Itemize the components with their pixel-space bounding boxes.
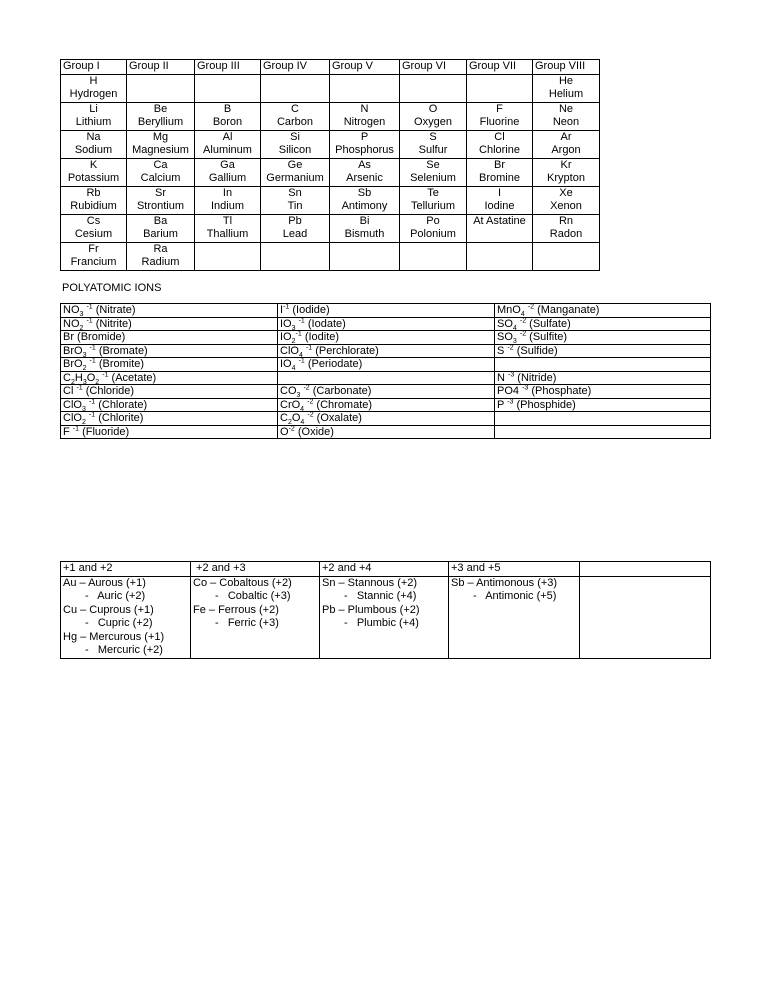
element-cell: [261, 242, 330, 270]
element-symbol: H: [89, 74, 98, 87]
element-symbol: Ga: [220, 158, 235, 171]
element-cell: [400, 186, 467, 214]
element-cell: [127, 158, 195, 186]
element-cell: [261, 74, 330, 102]
element-symbol: Pb: [288, 214, 302, 227]
oxidation-cell: [61, 576, 191, 658]
element-name: Krypton: [547, 172, 585, 184]
element-cell: [467, 102, 533, 130]
element-cell: [330, 130, 400, 158]
element-name: Iodine: [484, 200, 515, 212]
element-name: Fluorine: [479, 116, 520, 128]
element-cell: [400, 74, 467, 102]
polyatomic-ion-cell: ClO$_4$ $^{-1}$ (Perchlorate): [278, 344, 495, 358]
element-cell: [533, 130, 600, 158]
element-cell: [195, 242, 261, 270]
element-symbol: Sb: [357, 186, 372, 199]
element-cell: [467, 130, 533, 158]
element-symbol: Ra: [153, 242, 168, 255]
oxidation-header: +2 and +3: [191, 562, 320, 577]
element-name: Tin: [287, 200, 303, 212]
element-name: Sulfur: [418, 144, 448, 156]
polyatomic-ions-title: POLYATOMIC IONS: [62, 282, 162, 294]
element-row: [61, 74, 600, 102]
element-symbol: Ba: [153, 214, 168, 227]
polyatomic-row: [61, 317, 711, 331]
element-symbol: C: [291, 102, 299, 115]
element-symbol: Mg: [152, 130, 169, 143]
polyatomic-ion-cell: $C_2H_3O_2$ $^{-1}$ (Acetate): [61, 371, 278, 385]
element-cell: [127, 214, 195, 242]
element-symbol: Ar: [560, 130, 572, 143]
polyatomic-ion-cell: MnO$_4$ $^{-2}$ (Manganate): [495, 304, 711, 318]
element-name: Lithium: [75, 116, 112, 128]
element-symbol: Cl: [494, 130, 505, 143]
element-name: Polonium: [410, 228, 456, 240]
periodic-groups-table: [60, 59, 600, 271]
element-cell: [533, 74, 600, 102]
element-symbol: F: [496, 102, 503, 115]
oxidation-header: +1 and +2: [61, 562, 191, 577]
group-header: Group II: [127, 60, 195, 75]
element-name: Chlorine: [479, 144, 520, 156]
element-cell: [195, 158, 261, 186]
element-name: Rubidium: [70, 200, 117, 212]
group-header: Group VIII: [533, 60, 600, 75]
element-cell: [127, 242, 195, 270]
element-symbol: Bi: [359, 214, 370, 227]
element-symbol: Li: [89, 102, 98, 115]
element-symbol: Fr: [88, 242, 99, 255]
element-cell: [330, 158, 400, 186]
element-cell: [400, 214, 467, 242]
element-symbol: S: [429, 130, 437, 143]
groups-header-row: [61, 60, 600, 75]
element-name: Aluminum: [203, 144, 252, 156]
element-name: Calcium: [140, 172, 181, 184]
element-cell: [61, 158, 127, 186]
ous-name-line: Cu – Cuprous (+1): [63, 603, 154, 616]
polyatomic-row: [61, 358, 711, 372]
polyatomic-row: [61, 304, 711, 318]
element-cell: [195, 214, 261, 242]
element-symbol: Tl: [222, 214, 233, 227]
polyatomic-ion-cell: $IO_4$ $^{-1}$ (Periodate): [278, 358, 495, 372]
element-symbol: Si: [290, 130, 300, 143]
element-symbol: N: [360, 102, 369, 115]
element-symbol: Ne: [558, 102, 574, 115]
element-row: [61, 102, 600, 130]
element-cell: [261, 130, 330, 158]
oxidation-body-row: [61, 576, 711, 658]
element-symbol: P: [360, 130, 369, 143]
element-cell: [330, 186, 400, 214]
oxidation-header: +2 and +4: [320, 562, 449, 577]
element-cell: [261, 214, 330, 242]
polyatomic-ion-cell: ClO$_2$ $^{-1}$ (Chlorite): [61, 412, 278, 426]
element-symbol: Na: [86, 130, 101, 143]
element-cell: [400, 130, 467, 158]
ic-name-line: - Cupric (+2): [85, 617, 153, 629]
ic-name-line: - Cobaltic (+3): [215, 590, 291, 602]
element-cell: [61, 130, 127, 158]
element-cell: [330, 242, 400, 270]
element-symbol: Rb: [86, 186, 101, 199]
ous-name-line: Pb – Plumbous (+2): [322, 603, 420, 616]
element-symbol: Ge: [287, 158, 303, 171]
ous-name-line: Sn – Stannous (+2): [322, 576, 418, 589]
element-symbol: As: [358, 158, 371, 171]
element-cell: [330, 102, 400, 130]
polyatomic-ions-table: [60, 303, 711, 439]
element-name: Radium: [141, 256, 180, 268]
element-cell: [195, 74, 261, 102]
polyatomic-ion-cell: $NO_3$ $^{-1}$ (Nitrate): [61, 304, 278, 318]
element-name: Arsenic: [346, 172, 383, 184]
element-name: Bromine: [479, 172, 520, 184]
ous-name-line: Sb – Antimonous (+3): [451, 576, 558, 589]
oxidation-header: [580, 562, 711, 577]
polyatomic-ion-cell: $SO_4$ $^{-2}$ (Sulfate): [495, 317, 711, 331]
element-symbol: O: [428, 102, 438, 115]
element-cell: [533, 102, 600, 130]
polyatomic-ion-cell: Br (Bromide): [61, 331, 278, 345]
oxidation-header: +3 and +5: [449, 562, 580, 577]
element-symbol: Br: [494, 158, 505, 171]
element-row: [61, 130, 600, 158]
element-cell: [467, 214, 533, 242]
polyatomic-row: [61, 398, 711, 412]
polyatomic-ion-cell: S $^{-2}$ (Sulfide): [495, 344, 711, 358]
polyatomic-ion-cell: BrO$_2$ $^{-1}$ (Bromite): [61, 358, 278, 372]
group-header: Group III: [195, 60, 261, 75]
element-name: Helium: [548, 88, 584, 100]
ous-name-line: Fe – Ferrous (+2): [193, 603, 279, 616]
element-symbol: At Astatine: [473, 214, 526, 227]
element-cell: [261, 158, 330, 186]
polyatomic-ion-cell: $CO_3$ $^{-2}$ (Carbonate): [278, 385, 495, 399]
element-name: Neon: [552, 116, 580, 128]
element-cell: [533, 214, 600, 242]
element-cell: [467, 242, 533, 270]
element-cell: [400, 242, 467, 270]
element-name: Bismuth: [344, 228, 385, 240]
element-cell: [61, 242, 127, 270]
polyatomic-ion-cell: BrO$_3$ $^{-1}$ (Bromate): [61, 344, 278, 358]
oxidation-cell: [320, 576, 449, 658]
element-name: Potassium: [67, 172, 120, 184]
polyatomic-ion-cell: $NO_2$ $^{-1}$ (Nitrite): [61, 317, 278, 331]
element-symbol: B: [223, 102, 232, 115]
element-symbol: Rn: [558, 214, 574, 227]
element-symbol: Kr: [560, 158, 572, 171]
element-cell: [127, 102, 195, 130]
element-symbol: Po: [426, 214, 440, 227]
polyatomic-ion-cell: CrO$_4$ $^{-2}$ (Chromate): [278, 398, 495, 412]
ic-name-line: - Stannic (+4): [344, 590, 417, 602]
element-row: [61, 186, 600, 214]
polyatomic-ion-cell: N $^{-3}$ (Nitride): [495, 371, 711, 385]
element-name: Gallium: [208, 172, 247, 184]
element-name: Oxygen: [414, 116, 452, 128]
element-name: Phosphorus: [335, 144, 394, 156]
ous-name-line: Co – Cobaltous (+2): [193, 576, 292, 589]
ic-name-line: - Auric (+2): [85, 590, 146, 602]
element-cell: [61, 102, 127, 130]
polyatomic-ion-cell: P $^{-3}$ (Phosphide): [495, 398, 711, 412]
element-symbol: Te: [427, 186, 439, 199]
polyatomic-row: [61, 385, 711, 399]
polyatomic-ion-cell: F $^{-1}$ (Fluoride): [61, 425, 278, 439]
element-name: Selenium: [410, 172, 456, 184]
oxidation-cell: [191, 576, 320, 658]
element-name: Antimony: [341, 200, 388, 212]
element-name: Radon: [549, 228, 583, 240]
oxidation-header-row: [61, 562, 711, 577]
element-cell: [467, 74, 533, 102]
element-symbol: K: [89, 158, 98, 171]
oxidation-cell: [580, 576, 711, 658]
group-header: Group VI: [400, 60, 467, 75]
oxidation-cell: [449, 576, 580, 658]
group-header: Group V: [330, 60, 400, 75]
element-cell: [467, 186, 533, 214]
element-name: Carbon: [276, 116, 314, 128]
element-cell: [61, 214, 127, 242]
element-cell: [400, 158, 467, 186]
element-symbol: Al: [222, 130, 233, 143]
element-cell: [61, 186, 127, 214]
element-name: Thallium: [206, 228, 249, 240]
polyatomic-ion-cell: $C_2O_4$ $^{-2}$ (Oxalate): [278, 412, 495, 426]
element-cell: [533, 158, 600, 186]
polyatomic-ion-cell: ClO$_3$ $^{-1}$ (Chlorate): [61, 398, 278, 412]
element-name: Silicon: [278, 144, 312, 156]
element-cell: [195, 102, 261, 130]
element-cell: [533, 242, 600, 270]
element-cell: [467, 158, 533, 186]
polyatomic-ion-cell: $IO_2^{-1}$ (Iodite): [278, 331, 495, 345]
polyatomic-row: [61, 331, 711, 345]
element-row: [61, 214, 600, 242]
polyatomic-ion-cell: $O^{-2}$ (Oxide): [278, 425, 495, 439]
element-cell: [400, 102, 467, 130]
element-cell: [330, 74, 400, 102]
element-symbol: Xe: [559, 186, 573, 199]
element-name: Strontium: [136, 200, 185, 212]
group-header: Group I: [61, 60, 127, 75]
element-name: Tellurium: [410, 200, 455, 212]
group-header: Group VII: [467, 60, 533, 75]
element-symbol: Se: [426, 158, 440, 171]
ous-name-line: Hg – Mercurous (+1): [63, 630, 165, 643]
ic-name-line: - Ferric (+3): [215, 617, 279, 629]
element-name: Cesium: [74, 228, 113, 240]
element-cell: [127, 186, 195, 214]
polyatomic-ion-cell: PO4 $^{-3}$ (Phosphate): [495, 385, 711, 399]
element-symbol: Sr: [155, 186, 166, 199]
ic-name-line: - Plumbic (+4): [344, 617, 419, 629]
element-symbol: I: [497, 186, 502, 199]
polyatomic-ion-cell: [495, 358, 711, 372]
polyatomic-row: [61, 425, 711, 439]
element-symbol: Sn: [288, 186, 302, 199]
element-row: [61, 158, 600, 186]
element-symbol: Be: [153, 102, 168, 115]
element-symbol: Cs: [86, 214, 101, 227]
element-symbol: Ca: [153, 158, 168, 171]
element-name: Francium: [70, 256, 117, 268]
group-header: Group IV: [261, 60, 330, 75]
element-name: Sodium: [74, 144, 113, 156]
polyatomic-ion-cell: Cl $^{-1}$ (Chloride): [61, 385, 278, 399]
element-name: Xenon: [550, 200, 582, 212]
element-name: Germanium: [266, 172, 324, 184]
ic-name-line: - Antimonic (+5): [473, 590, 557, 602]
element-cell: [261, 186, 330, 214]
polyatomic-ion-cell: [495, 412, 711, 426]
element-cell: [533, 186, 600, 214]
element-cell: [261, 102, 330, 130]
element-name: Beryllium: [137, 116, 184, 128]
polyatomic-row: [61, 371, 711, 385]
polyatomic-ion-cell: [278, 371, 495, 385]
element-name: Hydrogen: [69, 88, 118, 100]
element-cell: [330, 214, 400, 242]
element-cell: [195, 130, 261, 158]
polyatomic-row: [61, 344, 711, 358]
element-name: Argon: [551, 144, 581, 156]
element-name: Boron: [212, 116, 243, 128]
element-cell: [127, 130, 195, 158]
element-name: Barium: [143, 228, 178, 240]
element-name: Lead: [282, 228, 308, 240]
ic-name-line: - Mercuric (+2): [85, 644, 163, 656]
polyatomic-ion-cell: $IO_3$ $^{-1}$ (Iodate): [278, 317, 495, 331]
element-name: Indium: [210, 200, 245, 212]
element-symbol: In: [222, 186, 233, 199]
element-name: Magnesium: [132, 144, 189, 156]
element-cell: [61, 74, 127, 102]
ous-name-line: Au – Aurous (+1): [63, 576, 146, 589]
element-symbol: He: [558, 74, 574, 87]
element-row: [61, 242, 600, 270]
element-name: Nitrogen: [343, 116, 386, 128]
polyatomic-ion-cell: $SO_3$ $^{-2}$ (Sulfite): [495, 331, 711, 345]
element-cell: [195, 186, 261, 214]
polyatomic-ion-cell: [495, 425, 711, 439]
element-cell: [127, 74, 195, 102]
polyatomic-row: [61, 412, 711, 426]
polyatomic-ion-cell: $I^{-1}$ (Iodide): [278, 304, 495, 318]
oxidation-states-table: [60, 561, 711, 659]
